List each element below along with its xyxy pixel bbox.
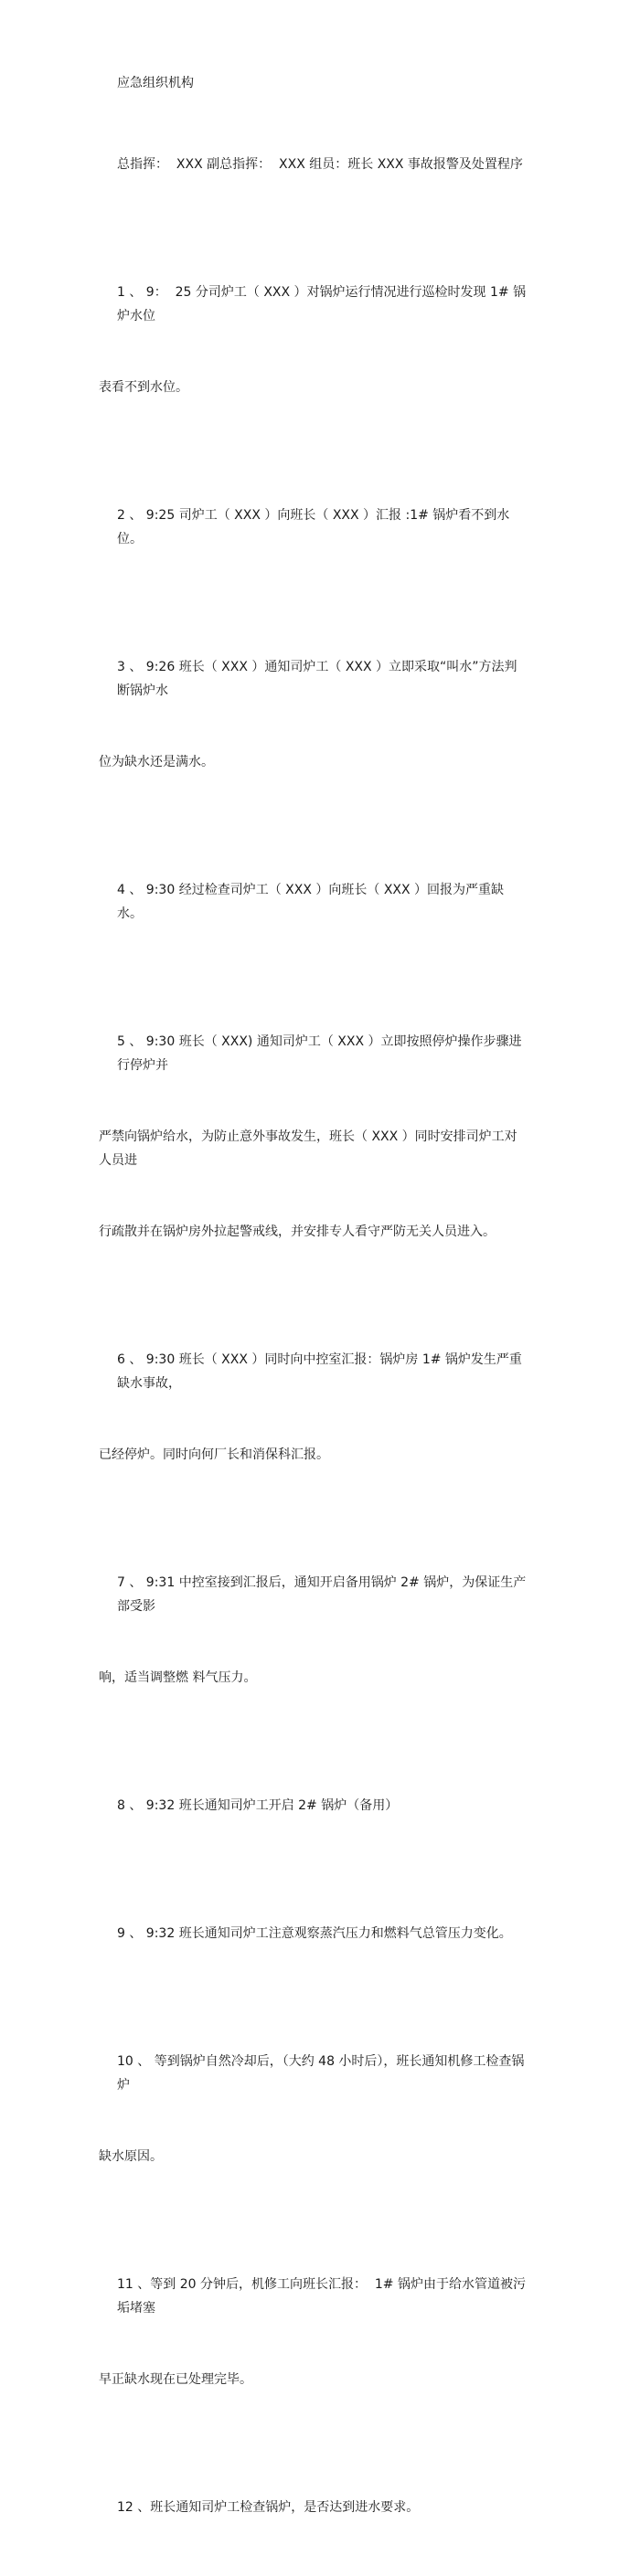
step-11-line-1: 11 、等到 20 分钟后，机修工向班长汇报： 1# 锅炉由于给水管道被污垢堵塞 (117, 2277, 526, 2316)
step-paragraph-9 (99, 1874, 528, 1993)
step-12-line-1: 12 、班长通知司炉工检查锅炉，是否达到进水要求。 (117, 2500, 420, 2515)
step-2-line-1: 2 、 9:25 司炉工（ XXX ）向班长（ XXX ）汇报 :1# 锅炉看不到水位。 (117, 508, 510, 546)
section-heading (99, 71, 528, 95)
step-paragraph-4 (99, 831, 528, 973)
step-paragraph-12 (99, 2448, 528, 2567)
step-4-line-1: 4 、 9:30 经过检查司炉工（ XXX ）向班长（ XXX ）回报为严重缺水。 (117, 883, 505, 921)
step-6-line-1: 6 、 9:30 班长（ XXX ）同时向中控室汇报：锅炉房 1# 锅炉发生严重缺水事故， (117, 1352, 522, 1391)
step-paragraph-3 (99, 608, 528, 822)
step-1-line-2: 表看不到水位。 (99, 380, 188, 395)
step-7-line-1: 7 、 9:31 中控室接到汇报后，通知开启备用锅炉 2# 锅炉，为保证生产部受影 (117, 1575, 527, 1614)
step-7-line-2: 响，适当调整燃 料气压力。 (99, 1670, 257, 1685)
step-paragraph-5 (99, 982, 528, 1291)
step-3-line-1: 3 、 9:26 班长（ XXX ）通知司炉工（ XXX ）立即采取“叫水”方法判断锅炉水 (117, 660, 517, 698)
step-1-line-1: 1 、 9： 25 分司炉工（ XXX ）对锅炉运行情况进行巡检时发现 1# 锅炉水位 (117, 285, 527, 323)
step-10-line-2: 缺水原因。 (99, 2149, 163, 2164)
step-10-line-1: 10 、 等到锅炉自然冷却后，（大约 48 小时后），班长通知机修工检查锅炉 (117, 2054, 525, 2093)
step-11-line-2: 早正缺水现在已处理完毕。 (99, 2372, 252, 2387)
step-5-line-2: 严禁向锅炉给水，为防止意外事故发生，班长（ XXX ）同时安排司炉工对人员进 (99, 1129, 517, 1168)
step-paragraph-8 (99, 1746, 528, 1865)
heading-text: 应急组织机构 (117, 76, 194, 90)
step-paragraph-1 (99, 233, 528, 447)
step-8-line-1: 8 、 9:32 班长通知司炉工开启 2# 锅炉（备用） (117, 1798, 399, 1813)
roles-text: 总指挥： XXX 副总指挥： XXX 组员：班长 XXX 事故报警及处置程序 (117, 157, 523, 172)
step-9-line-1: 9 、 9:32 班长通知司炉工注意观察蒸汽压力和燃料气总管压力变化。 (117, 1926, 512, 1941)
document-body (99, 71, 528, 2576)
roles-paragraph (99, 105, 528, 224)
step-paragraph-2 (99, 456, 528, 599)
step-5-line-1: 5 、 9:30 班长（ XXX) 通知司炉工（ XXX ）立即按照停炉操作步骤进行停炉并 (117, 1034, 522, 1073)
step-paragraph-10 (99, 2002, 528, 2216)
step-5-line-3: 行疏散并在锅炉房外拉起警戒线，并安排专人看守严防无关人员进入。 (99, 1224, 496, 1239)
step-paragraph-6 (99, 1300, 528, 1514)
step-6-line-2: 已经停炉。同时向何厂长和消保科汇报。 (99, 1447, 329, 1462)
step-paragraph-11 (99, 2225, 528, 2439)
step-3-line-2: 位为缺水还是满水。 (99, 755, 214, 769)
step-paragraph-7 (99, 1523, 528, 1737)
